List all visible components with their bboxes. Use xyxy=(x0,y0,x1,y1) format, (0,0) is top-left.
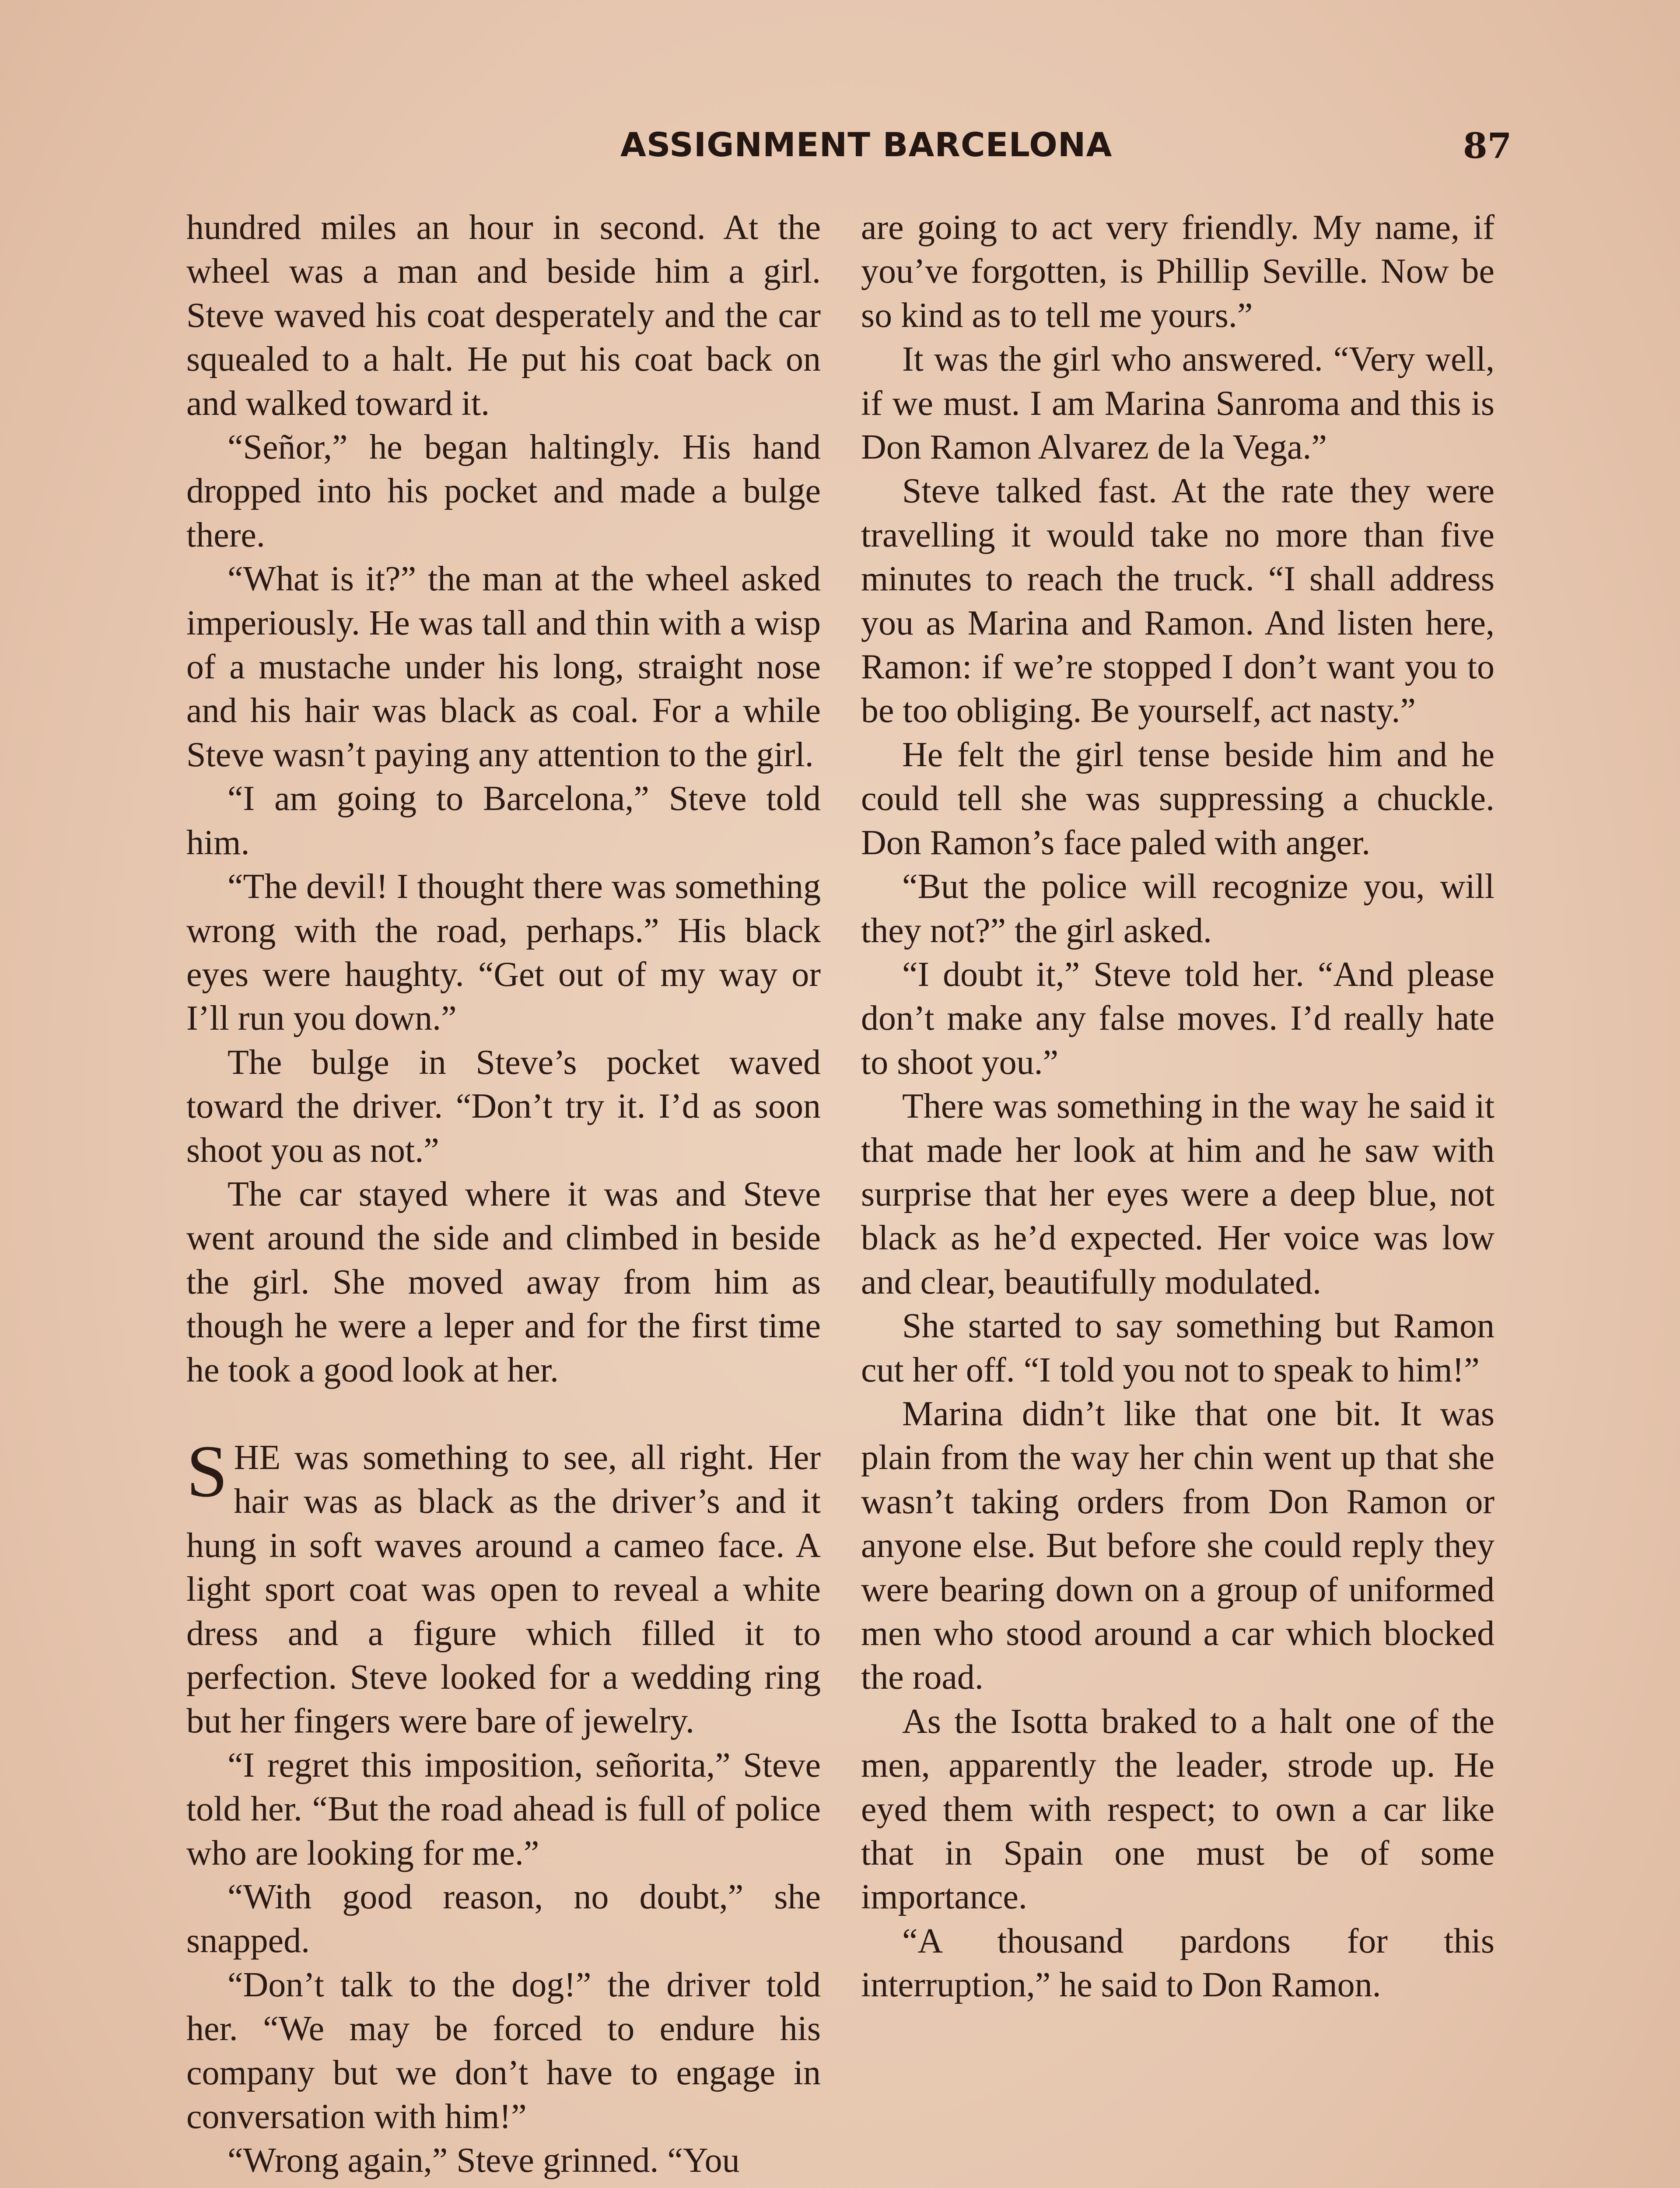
running-title: ASSIGNMENT BARCELONA xyxy=(620,125,1113,164)
left-column xyxy=(186,206,821,2183)
paragraph: “I regret this imposition, señorita,” Steve told her. “But the road ahead is full of police who are looking for me.” xyxy=(186,1746,821,1872)
paragraph: As the Isotta braked to a halt one of the men, apparently the leader, strode up. He eyed them with respect; to own a car like that in Spain one must be of some importance. xyxy=(861,1702,1494,1917)
paragraph: It was the girl who answered. “Very well, if we must. I am Marina Sanroma and this is Don Ramon Alvarez de la Vega.” xyxy=(861,340,1494,467)
paragraph: Steve talked fast. At the rate they were travelling it would take no more than five minutes to reach the truck. “I shall address you as Marina and Ramon. And listen here, Ramon: if we’re stopped I don’t want you to be too obliging. Be yourself, act nasty.” xyxy=(861,472,1494,730)
paragraph: “But the police will recognize you, will they not?” the girl asked. xyxy=(861,867,1494,950)
paragraph-text: HE was something to see, all right. Her hair was as black as the driver’s and it hung in soft waves around a cameo face. A light sport coat was open to reveal a white dress and a figure which filled it to perfection. Steve looked for a wedding ring but her fingers were bare of jewelry. xyxy=(186,1438,821,1741)
paragraph: “I am going to Barcelona,” Steve told him. xyxy=(186,779,821,862)
right-column xyxy=(861,206,1494,2007)
drop-cap: S xyxy=(186,1430,228,1512)
paragraph: “Señor,” he began haltingly. His hand dropped into his pocket and made a bulge there. xyxy=(186,428,821,554)
paragraph: hundred miles an hour in second. At the wheel was a man and beside him a girl. Steve waved his coat desperately and the car squealed to a halt. He put his coat back on and walked toward it. xyxy=(186,208,821,423)
paragraph: “What is it?” the man at the wheel asked imperiously. He was tall and thin with a wisp of a mustache under his long, straight nose and his hair was black as coal. For a while Steve wasn’t paying any attention to the girl. xyxy=(186,560,821,774)
page-number: 87 xyxy=(1463,125,1512,166)
paragraph: “The devil! I thought there was something wrong with the road, perhaps.” His black eyes were haughty. “Get out of my way or I’ll run you down.” xyxy=(186,867,821,1038)
paragraph: The bulge in Steve’s pocket waved toward the driver. “Don’t try it. I’d as soon shoot you as not.” xyxy=(186,1043,821,1170)
paragraph: The car stayed where it was and Steve went around the side and climbed in beside the girl. She moved away from him as though he were a leper and for the first time he took a good look at her. xyxy=(186,1175,821,1389)
paragraph: “I doubt it,” Steve told her. “And please don’t make any false moves. I’d really hate to shoot you.” xyxy=(861,955,1494,1082)
page-header xyxy=(0,125,1680,173)
paragraph: “Don’t talk to the dog!” the driver told her. “We may be forced to endure his company but we don’t have to engage in conversation with him!” xyxy=(186,1965,821,2136)
paragraph: There was something in the way he said it that made her look at him and he saw with surprise that her eyes were a deep blue, not black as he’d expected. Her voice was low and clear, beautifully modulated. xyxy=(861,1087,1494,1301)
paragraph: Marina didn’t like that one bit. It was plain from the way her chin went up that she wasn’t taking orders from Don Ramon or anyone else. But before she could reply they were bearing down on a group of uniformed men who stood around a car which blocked the road. xyxy=(861,1394,1494,1697)
paragraph: “With good reason, no doubt,” she snapped. xyxy=(186,1878,821,1960)
paragraph: “A thousand pardons for this interruption,” he said to Don Ramon. xyxy=(861,1922,1494,2005)
paragraph: He felt the girl tense beside him and he could tell she was suppressing a chuckle. Don Ramon’s face paled with anger. xyxy=(861,735,1494,862)
paragraph: She started to say something but Ramon cut her off. “I told you not to speak to him!” xyxy=(861,1307,1494,1389)
paragraph: “Wrong again,” Steve grinned. “You xyxy=(228,2141,740,2180)
section-opening-paragraph xyxy=(186,1430,821,1743)
paragraph: are going to act very friendly. My name, if you’ve forgotten, is Phillip Seville. Now be so kind as to tell me yours.” xyxy=(861,208,1494,335)
